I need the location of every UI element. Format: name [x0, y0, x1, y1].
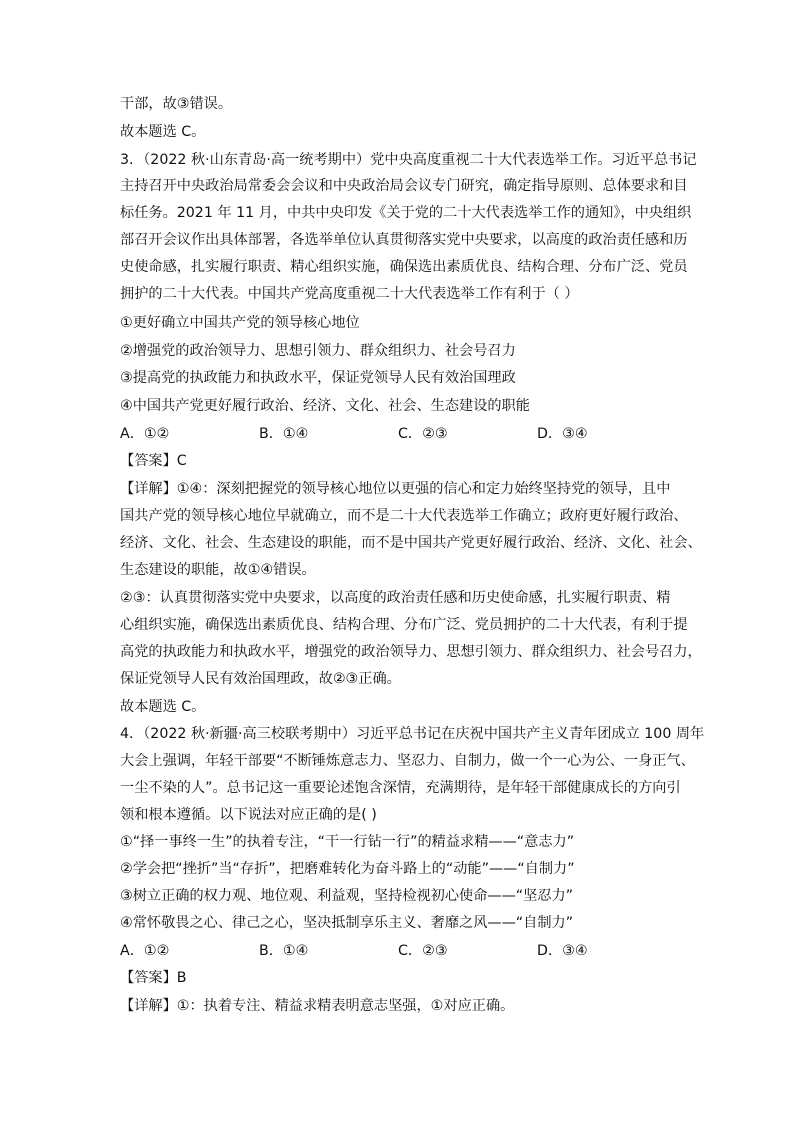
q3-stem-line: 史使命感，扎实履行职责、精心组织实施，确保选出素质优良、结构合理、分布广泛、党员 [120, 259, 688, 275]
q3-option-b: B．①④ [259, 426, 309, 442]
q3-statement: ①更好确立中国共产党的领导核心地位 [120, 315, 360, 331]
q3-detail-line: 保证党领导人民有效治国理政，故②③正确。 [120, 671, 401, 687]
q3-detail-line: 经济、文化、社会、生态建设的职能，而不是中国共产党更好履行政治、经济、文化、社会、 [120, 535, 702, 551]
text-line: 干部，故③错误。 [120, 96, 233, 112]
q4-statement: ③树立正确的权力观、地位观、利益观，坚持检视初心使命——“坚忍力” [120, 888, 574, 904]
q3-detail-line: 【详解】①④：深刻把握党的领导核心地位以更强的信心和定力始终坚持党的领导，且中 [120, 481, 671, 497]
q3-statement: ④中国共产党更好履行政治、经济、文化、社会、生态建设的职能 [120, 398, 530, 414]
q3-stem-line: 部召开会议作出具体部署，各选举单位认真贯彻落实党中央要求，以高度的政治责任感和历 [120, 232, 688, 248]
q3-stem-line: 3．（2022 秋·山东青岛·高一统考期中）党中央高度重视二十大代表选举工作。习近平总书记 [120, 152, 697, 168]
q3-detail-line: 生态建设的职能，故①④错误。 [120, 562, 316, 578]
q3-statement: ②增强党的政治领导力、思想引领力、群众组织力、社会号召力 [120, 343, 516, 359]
q3-stem-line: 拥护的二十大代表。中国共产党高度重视二十大代表选举工作有利于（ ） [120, 286, 579, 302]
q3-answer: 【答案】C [120, 453, 187, 469]
q3-detail-line: ②③：认真贯彻落实党中央要求，以高度的政治责任感和历史使命感，扎实履行职责、精 [120, 590, 671, 606]
q3-statement: ③提高党的执政能力和执政水平，保证党领导人民有效治国理政 [120, 370, 516, 386]
q3-option-c: C．②③ [398, 426, 448, 442]
q4-stem-line: 4．（2022 秋·新疆·高三校联考期中）习近平总书记在庆祝中国共产主义青年团成立 100 周年 [120, 726, 705, 742]
q3-stem-line: 标任务。2021 年 11 月，中共中央印发《关于党的二十大代表选举工作的通知》，中央组织 [120, 205, 692, 221]
q4-detail-line: 【详解】①：执着专注、精益求精表明意志坚强，①对应正确。 [120, 998, 515, 1014]
q3-detail-line: 心组织实施，确保选出素质优良、结构合理、分布广泛、党员拥护的二十大代表，有利于提 [120, 617, 688, 633]
q4-option-b: B．①④ [259, 943, 309, 959]
q3-conclusion: 故本题选 C。 [120, 699, 206, 715]
q3-detail-line: 国共产党的领导核心地位早就确立，而不是二十大代表选举工作确立；政府更好履行政治、 [120, 508, 688, 524]
q4-statement: ①“择一事终一生”的执着专注，“干一行钻一行”的精益求精——“意志力” [120, 834, 575, 850]
q3-option-a: A．①② [120, 426, 170, 442]
q3-detail-line: 高党的执政能力和执政水平，增强党的政治领导力、思想引领力、群众组织力、社会号召力， [120, 644, 702, 660]
q4-statement: ②学会把“挫折”当“存折”，把磨难转化为奋斗路上的“动能”——“自制力” [120, 861, 575, 877]
q4-option-a: A．①② [120, 943, 170, 959]
q4-stem-line: 领和根本遵循。以下说法对应正确的是( ) [120, 807, 377, 823]
q4-option-d: D．③④ [537, 943, 588, 959]
q4-statement: ④常怀敬畏之心、律己之心，坚决抵制享乐主义、奢靡之风——“自制力” [120, 915, 574, 931]
q3-stem-line: 主持召开中央政治局常委会会议和中央政治局会议专门研究，确定指导原则、总体要求和目 [120, 178, 688, 194]
text-line: 故本题选 C。 [120, 124, 206, 140]
q4-stem-line: 大会上强调，年轻干部要“不断锤炼意志力、坚忍力、自制力，做一个一心为公、一身正气、 [120, 753, 695, 769]
q4-answer: 【答案】B [120, 970, 187, 986]
q4-stem-line: 一尘不染的人”。总书记这一重要论述饱含深情，充满期待，是年轻干部健康成长的方向引 [120, 780, 681, 796]
q3-option-d: D．③④ [537, 426, 588, 442]
q4-option-c: C．②③ [398, 943, 448, 959]
